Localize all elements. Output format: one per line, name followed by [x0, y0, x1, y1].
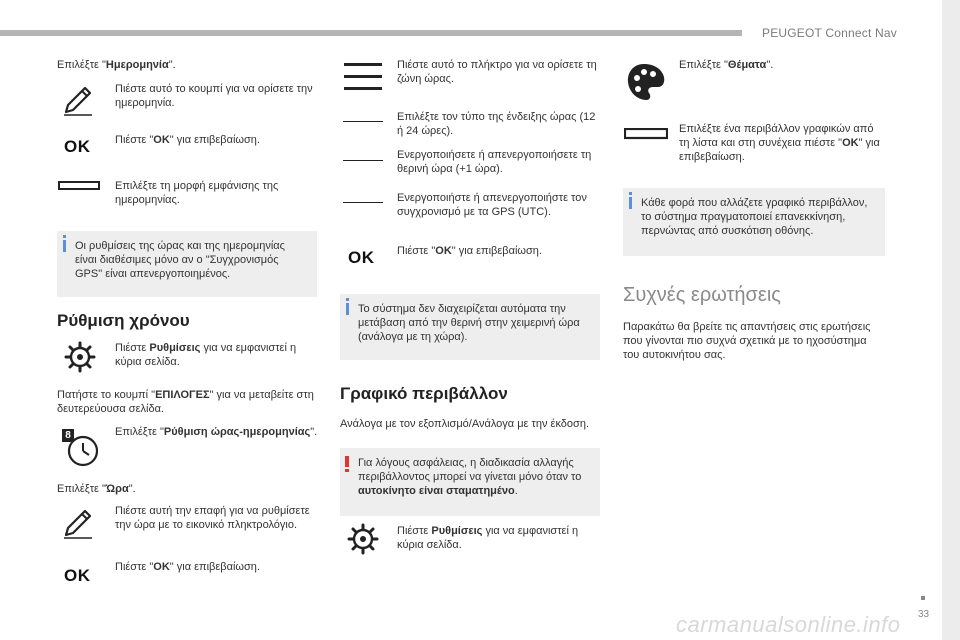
set-date-text: Πιέστε αυτό το κουμπί για να ορίσετε την ημερομηνία. — [115, 83, 313, 109]
info-icon — [629, 197, 632, 209]
gps-note: Οι ρυθμίσεις της ώρας και της ημερομηνίας είναι διαθέσιμες μόνο αν ο "Συγχρονισμός GPS" είναι απενεργοποιημένος. — [57, 231, 317, 297]
faq-intro-text: Παρακάτω θα βρείτε τις απαντήσεις στις ερωτήσεις που γίνονται πιο συχνά σχετικά με το ηχοσύστημα του αυτοκινήτου σας. — [623, 321, 871, 361]
header-rule — [0, 30, 742, 36]
page-edge-tab — [942, 0, 960, 640]
keyboard-text: Πιέστε αυτή την επαφή για να ρυθμίσετε την ώρα με το εικονικό πληκτρολόγιο. — [115, 505, 310, 531]
section-heading-time: Ρύθμιση χρόνου — [57, 311, 190, 330]
gear-icon — [64, 341, 96, 373]
palette-icon — [624, 60, 668, 104]
summer-time-note: Το σύστημα δεν διαχειρίζεται αυτόματα την μετάβαση από την θερινή στην χειμερινή ώρα (ανάλογα με τη χώρα). — [340, 294, 600, 360]
summer-time-text: Ενεργοποιήσετε ή απενεργοποιήσετε τη θερινή ώρα (+1 ώρα). — [397, 149, 592, 175]
settings-text: Πιέστε Ρυθμίσεις για να εμφανιστεί η κύρια σελίδα. — [115, 342, 297, 368]
pencil-icon — [60, 82, 96, 118]
ok-icon: OK — [64, 566, 91, 585]
equipment-text: Ανάλογα με τον εξοπλισμό/Ανάλογα με την έκδοση. — [340, 418, 590, 430]
gps-sync-text: Ενεργοποιήστε ή απενεργοποιήστε τον συγχρονισμό με τα GPS (UTC). — [397, 192, 587, 218]
list-line-icon — [343, 160, 383, 161]
select-date-line: Επιλέξτε "Ημερομηνία". — [57, 59, 176, 71]
watermark: carmanualsonline.info — [676, 612, 901, 637]
restart-note: Κάθε φορά που αλλάζετε γραφικό περιβάλλον, το σύστημα πραγματοποιεί επανεκκίνηση, περνώντας από συσκότιση οθόνης. — [623, 188, 885, 256]
warning-icon — [345, 456, 349, 467]
time-type-text: Επιλέξτε τον τύπο της ένδειξης ώρας (12 ή 24 ώρες). — [397, 111, 596, 137]
menu-icon — [343, 62, 383, 92]
ok-confirm-text: Πιέστε "OK" για επιβεβαίωση. — [115, 561, 260, 573]
list-line-icon — [343, 202, 383, 203]
date-format-text: Επιλέξτε τη μορφή εμφάνισης της ημερομηνίας. — [115, 180, 279, 206]
pencil-icon — [60, 505, 96, 541]
info-icon — [346, 303, 349, 315]
options-badge: 8 — [62, 429, 74, 442]
clock-icon — [64, 432, 100, 468]
list-line-icon — [343, 121, 383, 122]
settings-text: Πιέστε Ρυθμίσεις για να εμφανιστεί η κύρια σελίδα. — [397, 525, 579, 551]
list-bar-icon — [624, 128, 668, 140]
ok-icon: OK — [348, 248, 375, 267]
safety-warning: Για λόγους ασφάλειας, η διαδικασία αλλαγής περιβάλλοντος μπορεί να γίνεται μόνο όταν το αυτοκίνητο είναι σταματημένο. — [340, 448, 600, 516]
theme-list-text: Επιλέξτε ένα περιβάλλον γραφικών από τη λίστα και στη συνέχεια πιέστε "OK" για επιβεβαίωση. — [679, 123, 880, 163]
ok-confirm-text: Πιέστε "OK" για επιβεβαίωση. — [397, 245, 542, 257]
ok-confirm-text: Πιέστε "OK" για επιβεβαίωση. — [115, 134, 260, 146]
options-text: Πατήστε το κουμπί "ΕΠΙΛΟΓΕΣ" για να μεταβείτε στη δευτερεύουσα σελίδα. — [57, 389, 314, 415]
section-heading-graphic: Γραφικό περιβάλλον — [340, 384, 508, 403]
themes-line: Επιλέξτε "Θέματα". — [679, 59, 774, 71]
gear-icon — [347, 523, 379, 555]
section-heading-faq: Συχνές ερωτήσεις — [623, 284, 781, 306]
select-time-line: Επιλέξτε "Ώρα". — [57, 483, 136, 495]
page-number: 33 — [918, 609, 930, 620]
time-date-setting-text: Επιλέξτε "Ρύθμιση ώρας-ημερομηνίας". — [115, 426, 318, 438]
header-title: PEUGEOT Connect Nav — [762, 26, 897, 40]
timezone-text: Πιέστε αυτό το πλήκτρο για να ορίσετε τη ζώνη ώρας. — [397, 59, 597, 85]
page-marker — [921, 596, 925, 600]
ok-icon: OK — [64, 137, 91, 156]
info-icon — [63, 240, 66, 252]
list-bar-icon — [58, 181, 100, 191]
